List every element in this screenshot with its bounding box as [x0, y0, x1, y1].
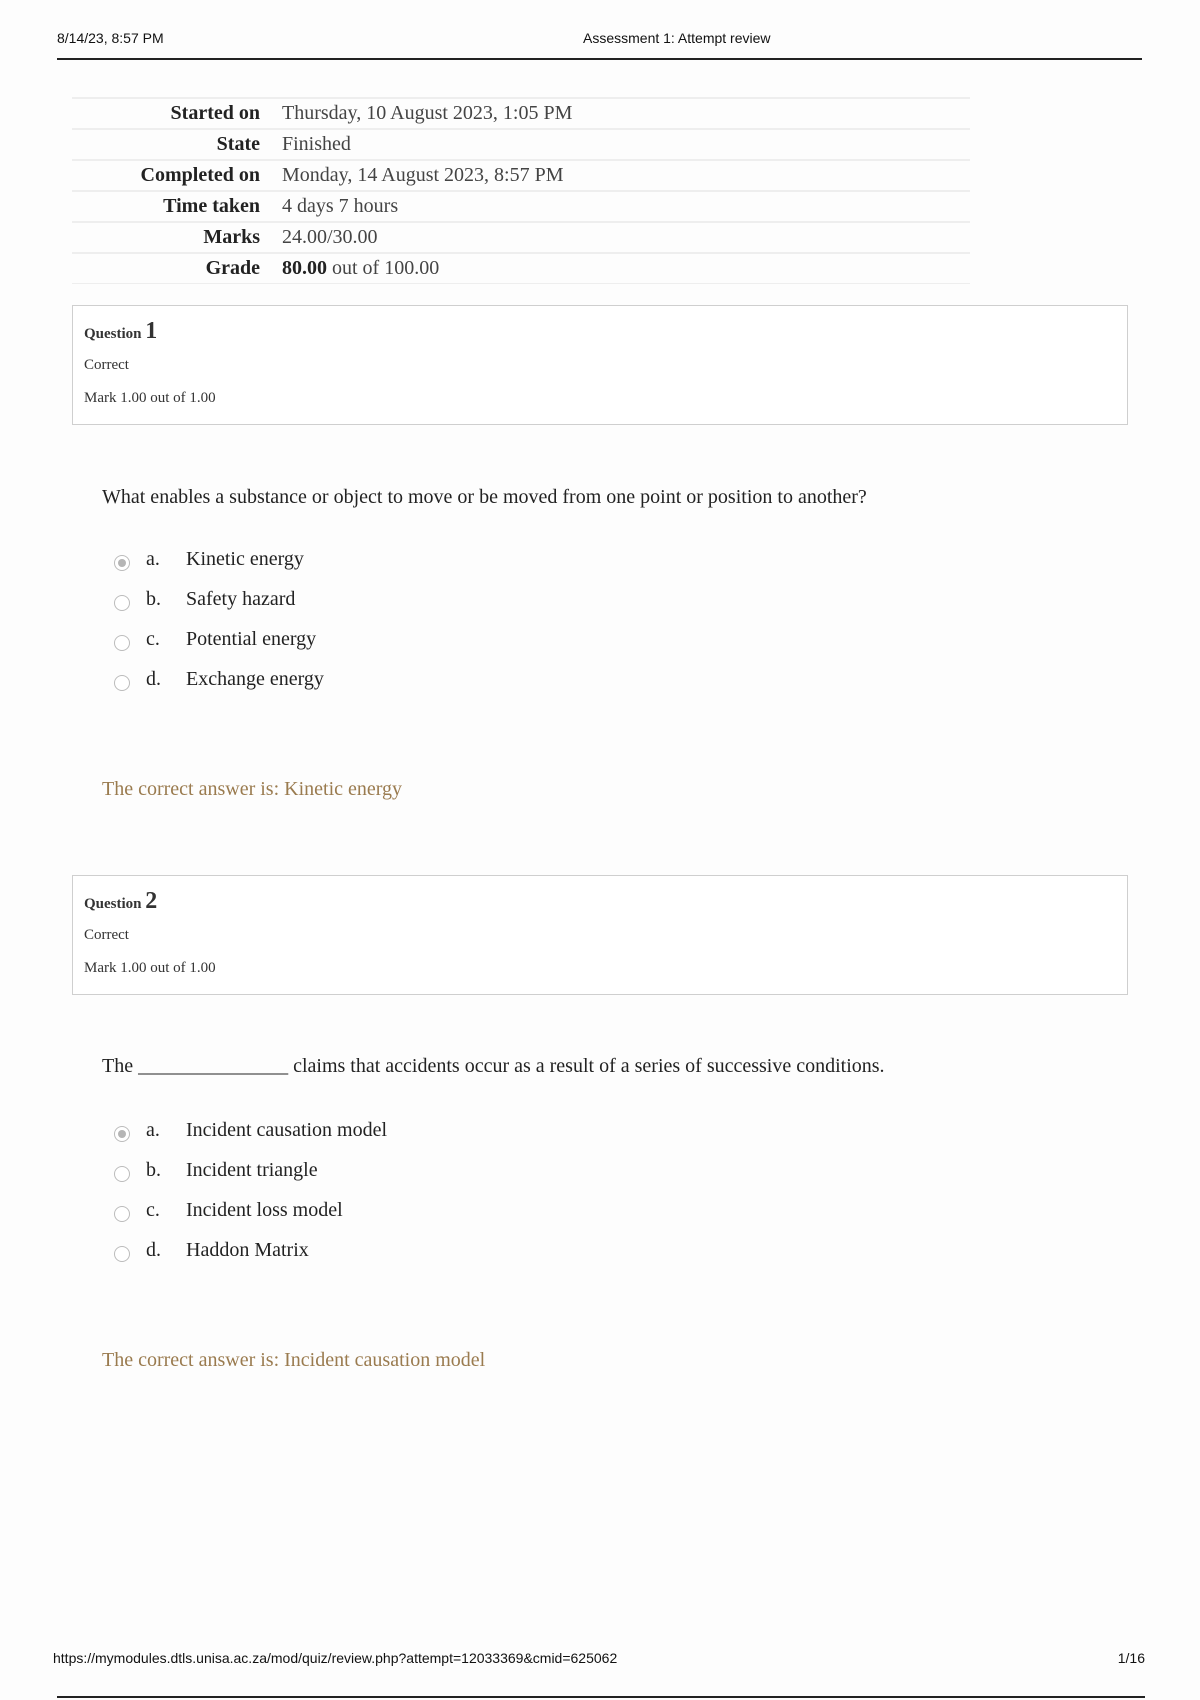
print-date: 8/14/23, 8:57 PM — [57, 30, 164, 46]
grade-suffix: out of 100.00 — [332, 257, 440, 279]
question-label: Question — [84, 896, 142, 912]
answer-text: Incident loss model — [186, 1199, 343, 1221]
answer-text: Potential energy — [186, 628, 317, 650]
radio-icon[interactable] — [114, 1206, 130, 1222]
summary-label: Time taken — [72, 191, 282, 222]
summary-label: Marks — [72, 222, 282, 253]
radio-selected-icon[interactable] — [114, 555, 130, 571]
question-info-box — [72, 875, 1128, 995]
grade-score: 80.00 — [282, 257, 327, 279]
summary-value: Thursday, 10 August 2023, 1:05 PM — [282, 98, 970, 129]
summary-label: Started on — [72, 98, 282, 129]
radio-icon[interactable] — [114, 1246, 130, 1262]
grade-label: Grade — [72, 253, 282, 284]
attempt-summary-table — [72, 97, 970, 284]
summary-row — [72, 222, 970, 253]
answer-letter: c. — [146, 1199, 160, 1221]
summary-row — [72, 129, 970, 160]
summary-row — [72, 98, 970, 129]
answer-text: Kinetic energy — [186, 548, 304, 570]
answer-letter: c. — [146, 628, 160, 650]
radio-icon[interactable] — [114, 1166, 130, 1182]
summary-row — [72, 160, 970, 191]
summary-label: Completed on — [72, 160, 282, 191]
radio-icon[interactable] — [114, 595, 130, 611]
question-mark: Mark 1.00 out of 1.00 — [84, 390, 216, 406]
answer-letter: d. — [146, 1239, 161, 1261]
radio-selected-icon[interactable] — [114, 1126, 130, 1142]
answer-text: Safety hazard — [186, 588, 296, 610]
question-number — [84, 318, 1116, 345]
summary-label: State — [72, 129, 282, 160]
summary-value: Monday, 14 August 2023, 8:57 PM — [282, 160, 970, 191]
grade-value — [282, 253, 970, 284]
correct-answer-feedback: The correct answer is: Kinetic energy — [102, 778, 403, 800]
question-info-box — [72, 305, 1128, 425]
summary-value: 24.00/30.00 — [282, 222, 970, 253]
print-header — [57, 28, 1142, 60]
page-number: 1/16 — [1117, 1650, 1145, 1666]
answer-letter: d. — [146, 668, 161, 690]
summary-value: Finished — [282, 129, 970, 160]
question-number-value: 2 — [145, 888, 158, 914]
question-number-value: 1 — [145, 318, 158, 344]
answer-letter: a. — [146, 548, 160, 570]
answer-text: Haddon Matrix — [186, 1239, 309, 1261]
question-text: What enables a substance or object to move or be moved from one point or position to another? — [102, 486, 867, 508]
answer-text: Exchange energy — [186, 668, 324, 690]
summary-row — [72, 191, 970, 222]
page-url: https://mymodules.dtls.unisa.ac.za/mod/quiz/review.php?attempt=12033369&cmid=625062 — [53, 1650, 618, 1666]
print-title: Assessment 1: Attempt review — [583, 30, 771, 46]
answer-letter: a. — [146, 1119, 160, 1141]
answer-text: Incident triangle — [186, 1159, 318, 1181]
question-label: Question — [84, 326, 142, 342]
answer-text: Incident causation model — [186, 1119, 388, 1141]
question-mark: Mark 1.00 out of 1.00 — [84, 960, 216, 976]
print-footer — [53, 1646, 1145, 1698]
answer-letter: b. — [146, 1159, 161, 1181]
question-number — [84, 888, 1116, 915]
question-text: The _______________ claims that accidents occur as a result of a series of successive conditions. — [102, 1055, 885, 1077]
correct-answer-feedback: The correct answer is: Incident causation model — [102, 1349, 486, 1371]
question-state: Correct — [84, 927, 129, 943]
radio-icon[interactable] — [114, 635, 130, 651]
summary-value: 4 days 7 hours — [282, 191, 970, 222]
summary-row-grade — [72, 253, 970, 284]
question-state: Correct — [84, 357, 129, 373]
answer-letter: b. — [146, 588, 161, 610]
radio-icon[interactable] — [114, 675, 130, 691]
